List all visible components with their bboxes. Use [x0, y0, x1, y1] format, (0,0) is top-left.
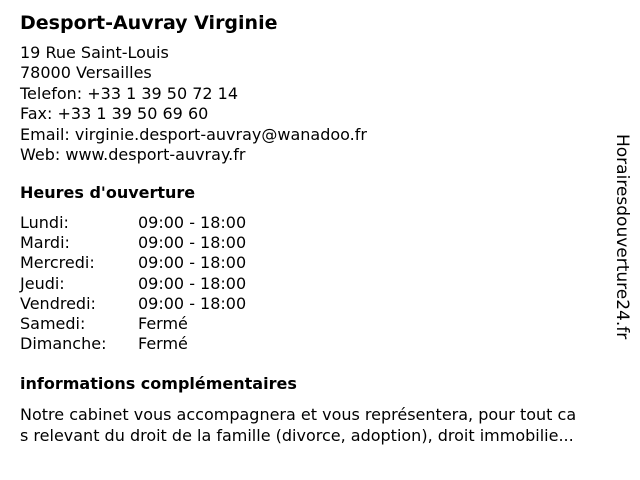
hours-day: Dimanche:: [20, 334, 107, 354]
site-brand-label: Horairesdouverture24.fr: [612, 134, 632, 340]
phone-number: Telefon: +33 1 39 50 72 14: [20, 83, 239, 103]
info-text-line: Notre cabinet vous accompagnera et vous représentera, pour tout ca: [20, 405, 577, 424]
hours-time: 09:00 - 18:00: [138, 273, 247, 293]
address-street: 19 Rue Saint-Louis: [20, 43, 169, 62]
email-address: Email: virginie.desport-auvray@wanadoo.fr: [20, 124, 367, 144]
opening-hours-heading: Heures d'ouverture: [20, 183, 196, 202]
hours-time: 09:00 - 18:00: [138, 233, 247, 253]
additional-info-heading: informations complémentaires: [20, 374, 297, 393]
info-text-line: s relevant du droit de la famille (divorce, adoption), droit immobilie...: [20, 426, 574, 445]
hours-day: Samedi:: [20, 313, 86, 333]
business-name: Desport-Auvray Virginie: [20, 12, 278, 34]
hours-time: Fermé: [138, 313, 188, 333]
hours-day: Mardi:: [20, 233, 70, 253]
address-city: 78000 Versailles: [20, 63, 152, 83]
hours-time: 09:00 - 18:00: [138, 253, 247, 273]
additional-info-text: [20, 404, 632, 446]
hours-day: Vendredi:: [20, 293, 96, 313]
fax-number: Fax: +33 1 39 50 69 60: [20, 104, 209, 124]
hours-time: 09:00 - 18:00: [138, 293, 247, 313]
hours-day: Lundi:: [20, 213, 69, 232]
hours-time: 09:00 - 18:00: [138, 213, 247, 232]
contact-block: [20, 43, 367, 165]
hours-day: Jeudi:: [20, 273, 65, 293]
hours-day: Mercredi:: [20, 253, 95, 273]
hours-time: Fermé: [138, 334, 188, 354]
website-address: Web: www.desport-auvray.fr: [20, 145, 246, 165]
